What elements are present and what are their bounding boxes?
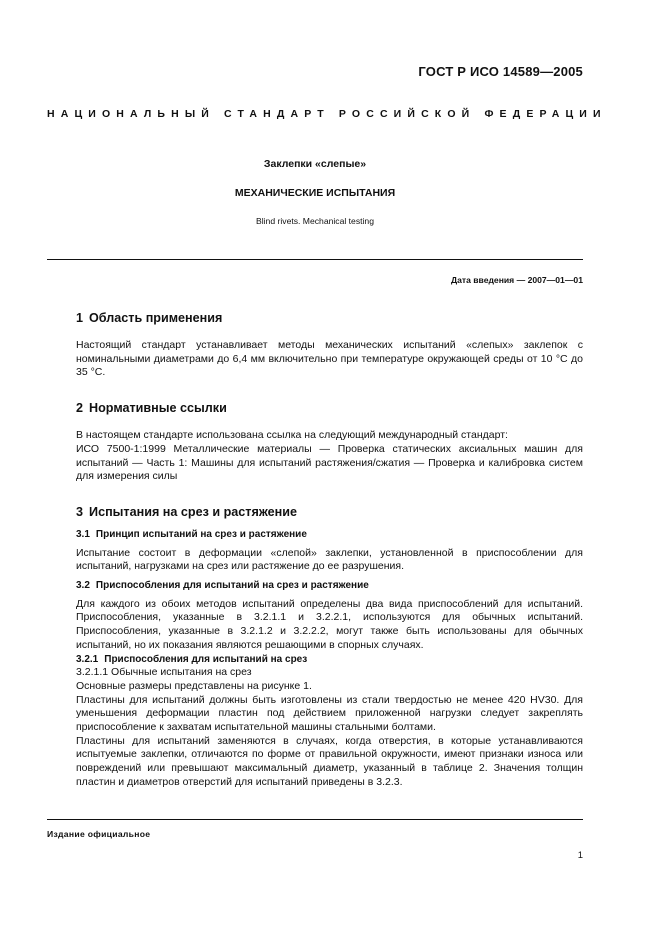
section-heading-2 <box>76 400 583 416</box>
document-number: ГОСТ Р ИСО 14589—2005 <box>418 64 583 79</box>
section-title: Нормативные ссылки <box>89 401 227 416</box>
document-body <box>76 310 583 790</box>
paragraph: Пластины для испытаний заменяются в случаях, когда отверстия, в которые устанавливаются испытуемые заклепки, отличаются по форме от правильной окружности, имеют признаки износа или повреждений или превышают максимальный диаметр, указанный в таблице 2. Значения толщин пластин и диаметров отверстий для испытаний приведены в 3.2.3. <box>76 734 583 788</box>
edition-note: Издание официальное <box>47 829 151 839</box>
title-block <box>47 158 583 226</box>
document-subtitle: МЕХАНИЧЕСКИЕ ИСПЫТАНИЯ <box>234 187 396 199</box>
paragraph: Настоящий стандарт устанавливает методы механических испытаний «слепых» заклепок с номинальными диаметрами до 6,4 мм включительно при температуре окружающей среды от 10 °С до 35 °С. <box>76 339 583 379</box>
page-number: 1 <box>577 850 583 861</box>
section-heading-1 <box>76 310 583 326</box>
paragraph: Испытание состоит в деформации «слепой» заклепки, установленной в приспособлении для испытаний, нагрузками на срез или растяжение до ее разрушения. <box>76 546 583 573</box>
section-heading-3 <box>76 504 583 520</box>
item-heading: 3.2.1.1 Обычные испытания на срез <box>76 666 252 679</box>
section-number: 2 <box>76 401 84 416</box>
top-divider <box>47 259 583 260</box>
subsection-number: 3.2 <box>76 580 90 592</box>
paragraph: В настоящем стандарте использована ссылка на следующий международный стандарт: <box>76 429 508 442</box>
subsection-title: Приспособления для испытаний на срез и растяжение <box>95 580 369 592</box>
reference-entry: ИСО 7500-1:1999 Металлические материалы — Проверка статических аксиальных машин для испытаний — Часть 1: Машины для испытаний растяжения/сжатия — Проверка и калибровка систем для измерения силы <box>76 442 583 483</box>
document-title: Заклепки «слепые» <box>263 158 367 170</box>
subsection-title: Принцип испытаний на срез и растяжение <box>95 528 307 540</box>
subsection-number: 3.2.1 <box>76 653 99 665</box>
subsection-heading-3-1 <box>76 528 583 542</box>
section-number: 3 <box>76 504 84 519</box>
paragraph: Для каждого из обоих методов испытаний определены два вида приспособлений для испытаний. Приспособления, указанные в 3.2.1.1 и 3.2.2.1, используются для обычных испытаний. Приспособления, указанные в 3.2.1.2 и 3.2.2.2, могут также быть использованы для обычных испытаний, но их показания являются решающими в спорных случаях. <box>76 597 583 651</box>
document-title-english: Blind rivets. Mechanical testing <box>256 216 374 226</box>
paragraph: Пластины для испытаний должны быть изготовлены из стали твердостью не менее 420 HV30. Для уменьшения деформации пластин под действием приложенной нагрузки следует закреплять приспособление к захватам испытательной машины стальными болтами. <box>76 693 583 734</box>
national-standard-banner: НАЦИОНАЛЬНЫЙ СТАНДАРТ РОССИЙСКОЙ ФЕДЕРАЦИИ <box>47 108 607 120</box>
subsection-heading-3-2-1 <box>76 653 583 667</box>
paragraph: Основные размеры представлены на рисунке 1. <box>76 679 312 692</box>
introduction-date: Дата введения — 2007—01—01 <box>450 275 583 285</box>
subsection-heading-3-2 <box>76 579 583 593</box>
section-title: Испытания на срез и растяжение <box>89 504 297 519</box>
section-title: Область применения <box>89 311 223 325</box>
section-number: 1 <box>76 311 84 325</box>
bottom-divider <box>47 819 583 820</box>
subsection-title: Приспособления для испытаний на срез <box>104 653 308 665</box>
subsection-number: 3.1 <box>76 528 90 540</box>
